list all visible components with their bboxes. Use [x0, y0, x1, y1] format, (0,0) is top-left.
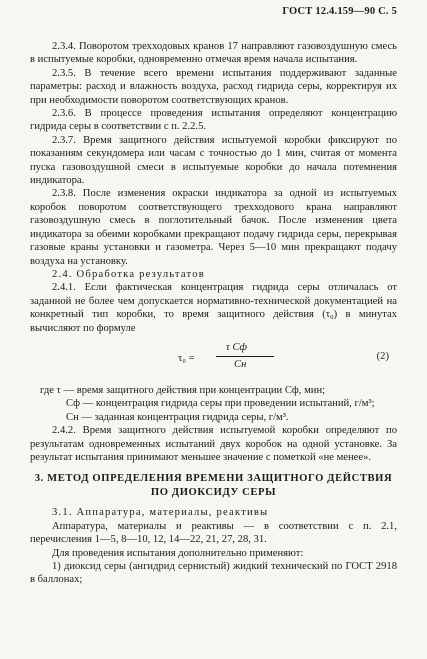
formula-2 — [30, 339, 397, 381]
equation-number: (2) — [376, 350, 389, 362]
paragraph-2-3-7: 2.3.7. Время защитного действия испытуемой коробки фиксируют по показаниям секундомера или часам с точностью до 1 мин, считая от момента пуска газовоздушной смеси в испытуемые коробки до начала потемнения индикатора. — [30, 134, 397, 187]
paragraph-additional: Для проведения испытания дополнительно применяют: — [52, 547, 304, 559]
formula-legend — [30, 384, 397, 424]
paragraph-2-4-2: 2.4.2. Время защитного действия испытуемой коробки определяют по результатам одновременных испытаний двух коробок на одной установке. За результат испытания принимают меньшее значение с пометкой «не менее». — [30, 425, 397, 463]
paragraph-2-4-1: 2.4.1. Если фактическая концентрация гидрида серы отличалась от заданной не более чем допускается нормативно-технической документацией на конкретный тип коробки, то время защитного действия (τ₀) в минутах вычисляют по формуле — [30, 282, 397, 334]
formula-denominator: Cн — [234, 358, 247, 370]
running-header: ГОСТ 12.4.159—90 С. 5 — [282, 6, 397, 17]
paragraph-2-3-8: 2.3.8. После изменения окраски индикатора за одной из испытуемых коробок поворотом соответствующего трехходового крана направляют газовоздушную смесь в поглотительный бачок. После изменения цвета индикатора за обеими коробками прекращают подачу гидрида серы, перекрывая газовые краны установки и газометра. Через 5—10 мин прекращают подачу воздуха на установку. — [30, 188, 397, 267]
legend-cn: Cн — заданная концентрация гидрида серы, г/м³. — [66, 411, 289, 423]
formula-numerator: τ Cф — [226, 341, 248, 353]
paragraph-2-3-5: 2.3.5. В течение всего времени испытания поддерживают заданные параметры: расход и влажность воздуха, расход гидрида серы, корректируя их при необходимости поворотом соответствующих кранов. — [30, 67, 397, 106]
paragraph-3-1: Аппаратура, материалы и реактивы — в соответствии с п. 2.1, перечисления 1—5, 8—10, 12, 14—22, 21, 27, 28, 31. — [30, 520, 397, 546]
paragraph-2-3-4: 2.3.4. Поворотом трехходовых кранов 17 направляют газовоздушную смесь в испытуемые коробки, одновременно отмечая время начала испытания. — [30, 41, 397, 66]
subsection-title-3-1: 3.1. Аппаратура, материалы, реактивы — [52, 507, 269, 519]
page-body — [30, 40, 397, 587]
list-item-1: 1) диоксид серы (ангидрид сернистый) жидкий технический по ГОСТ 2918 в баллонах; — [30, 561, 397, 586]
fraction-bar — [216, 356, 274, 357]
subsection-title-2-4: 2.4. Обработка результатов — [52, 268, 205, 280]
legend-tau: где τ — время защитного действия при концентрации Cф, мин; — [40, 384, 326, 396]
section-3-title: 3. МЕТОД ОПРЕДЕЛЕНИЯ ВРЕМЕНИ ЗАЩИТНОГО ДЕЙСТВИЯ ПО ДИОКСИДУ СЕРЫ — [34, 473, 393, 499]
paragraph-2-3-6: 2.3.6. В процессе проведения испытания определяют концентрацию гидрида серы в соответствии с п. 2.2.5. — [30, 108, 397, 133]
legend-cf: Cф — концентрация гидрида серы при проведении испытаний, г/м³; — [66, 398, 375, 410]
formula-lhs: τ₀ = — [178, 352, 195, 364]
